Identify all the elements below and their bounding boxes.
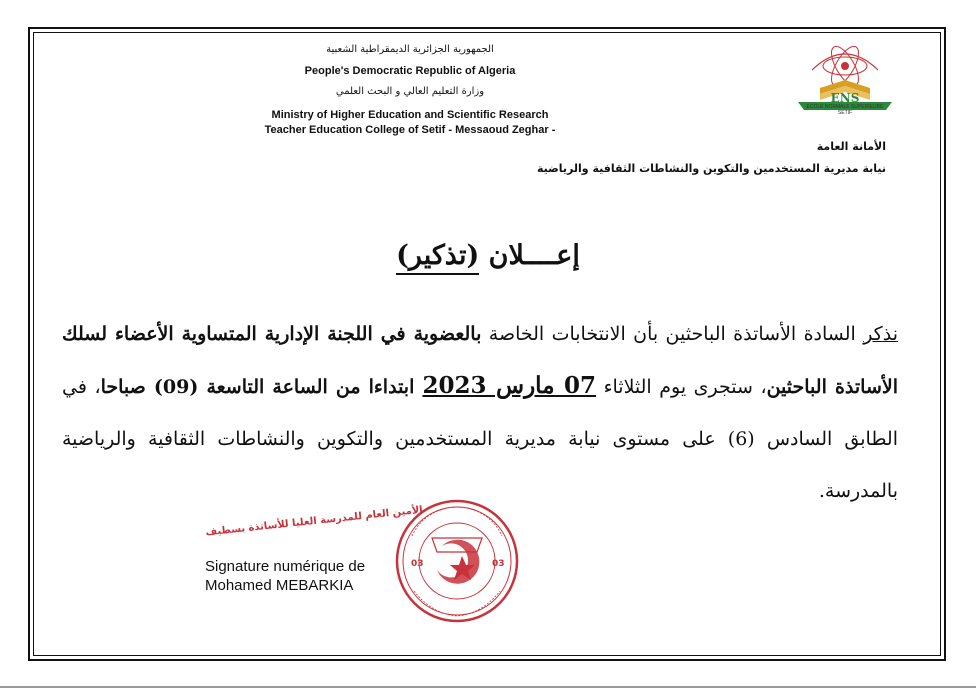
logo-subtitle: ECOLE NORMALE SUPERIEURE SETIF [806, 104, 884, 116]
general-secretariat: الأمانة العامة [816, 140, 886, 153]
republic-ar: الجمهورية الجزائرية الديمقراطية الشعبية [326, 44, 494, 55]
ministry-en: Ministry of Higher Education and Scientific Research [271, 109, 549, 121]
body-membership: بالعضوية في اللجنة الإدارية المتساوية الأعضاء لسلك الأساتذة الباحثين [62, 323, 899, 398]
logo-text: ENS [830, 91, 860, 105]
body-start-time: ابتداءا من الساعة التاسعة (09) صباحا [100, 376, 423, 398]
republic-en: People's Democratic Republic of Algeria [304, 65, 516, 77]
body-location: ، في الطابق السادس (6) على مستوى نيابة مديرية المستخدمين والتكوين والنشاطات الثقافية والرياضية بالمدرسة. [62, 376, 898, 502]
seal-number-left: 03 [411, 559, 424, 569]
seal-number-right: 03 [492, 559, 505, 569]
body-word-remind: نذكر [863, 323, 898, 345]
title-reminder: (تذكير) [396, 240, 479, 275]
ministry-ar: وزارة التعليم العالي و البحث العلمي [335, 86, 485, 97]
official-seal-icon [392, 496, 522, 626]
notice-title [0, 240, 976, 271]
body-part-4: ، ستجرى يوم الثلاثاء [596, 376, 767, 398]
title-main: إعــــلان [488, 240, 580, 271]
digital-signature [205, 557, 365, 595]
body-part-2: السادة الأساتذة الباحثين بأن الانتخابات الخاصة [481, 323, 864, 345]
department-name: نيابة مديرية المستخدمين والتكوين والنشاطات الثقافية والرياضية [537, 162, 886, 175]
signature-name: Mohamed MEBARKIA [205, 577, 354, 594]
notice-body [62, 308, 898, 517]
election-date: 07 مارس 2023 [422, 372, 597, 399]
page-bottom-divider [0, 686, 976, 688]
college-en: Teacher Education College of Setif - Messaoud Zeghar - [264, 124, 556, 136]
stamp-label: الأمين العام للمدرسة العليا للأساتذة بسطيف [205, 504, 424, 539]
signature-line-1: Signature numérique de [205, 558, 366, 575]
